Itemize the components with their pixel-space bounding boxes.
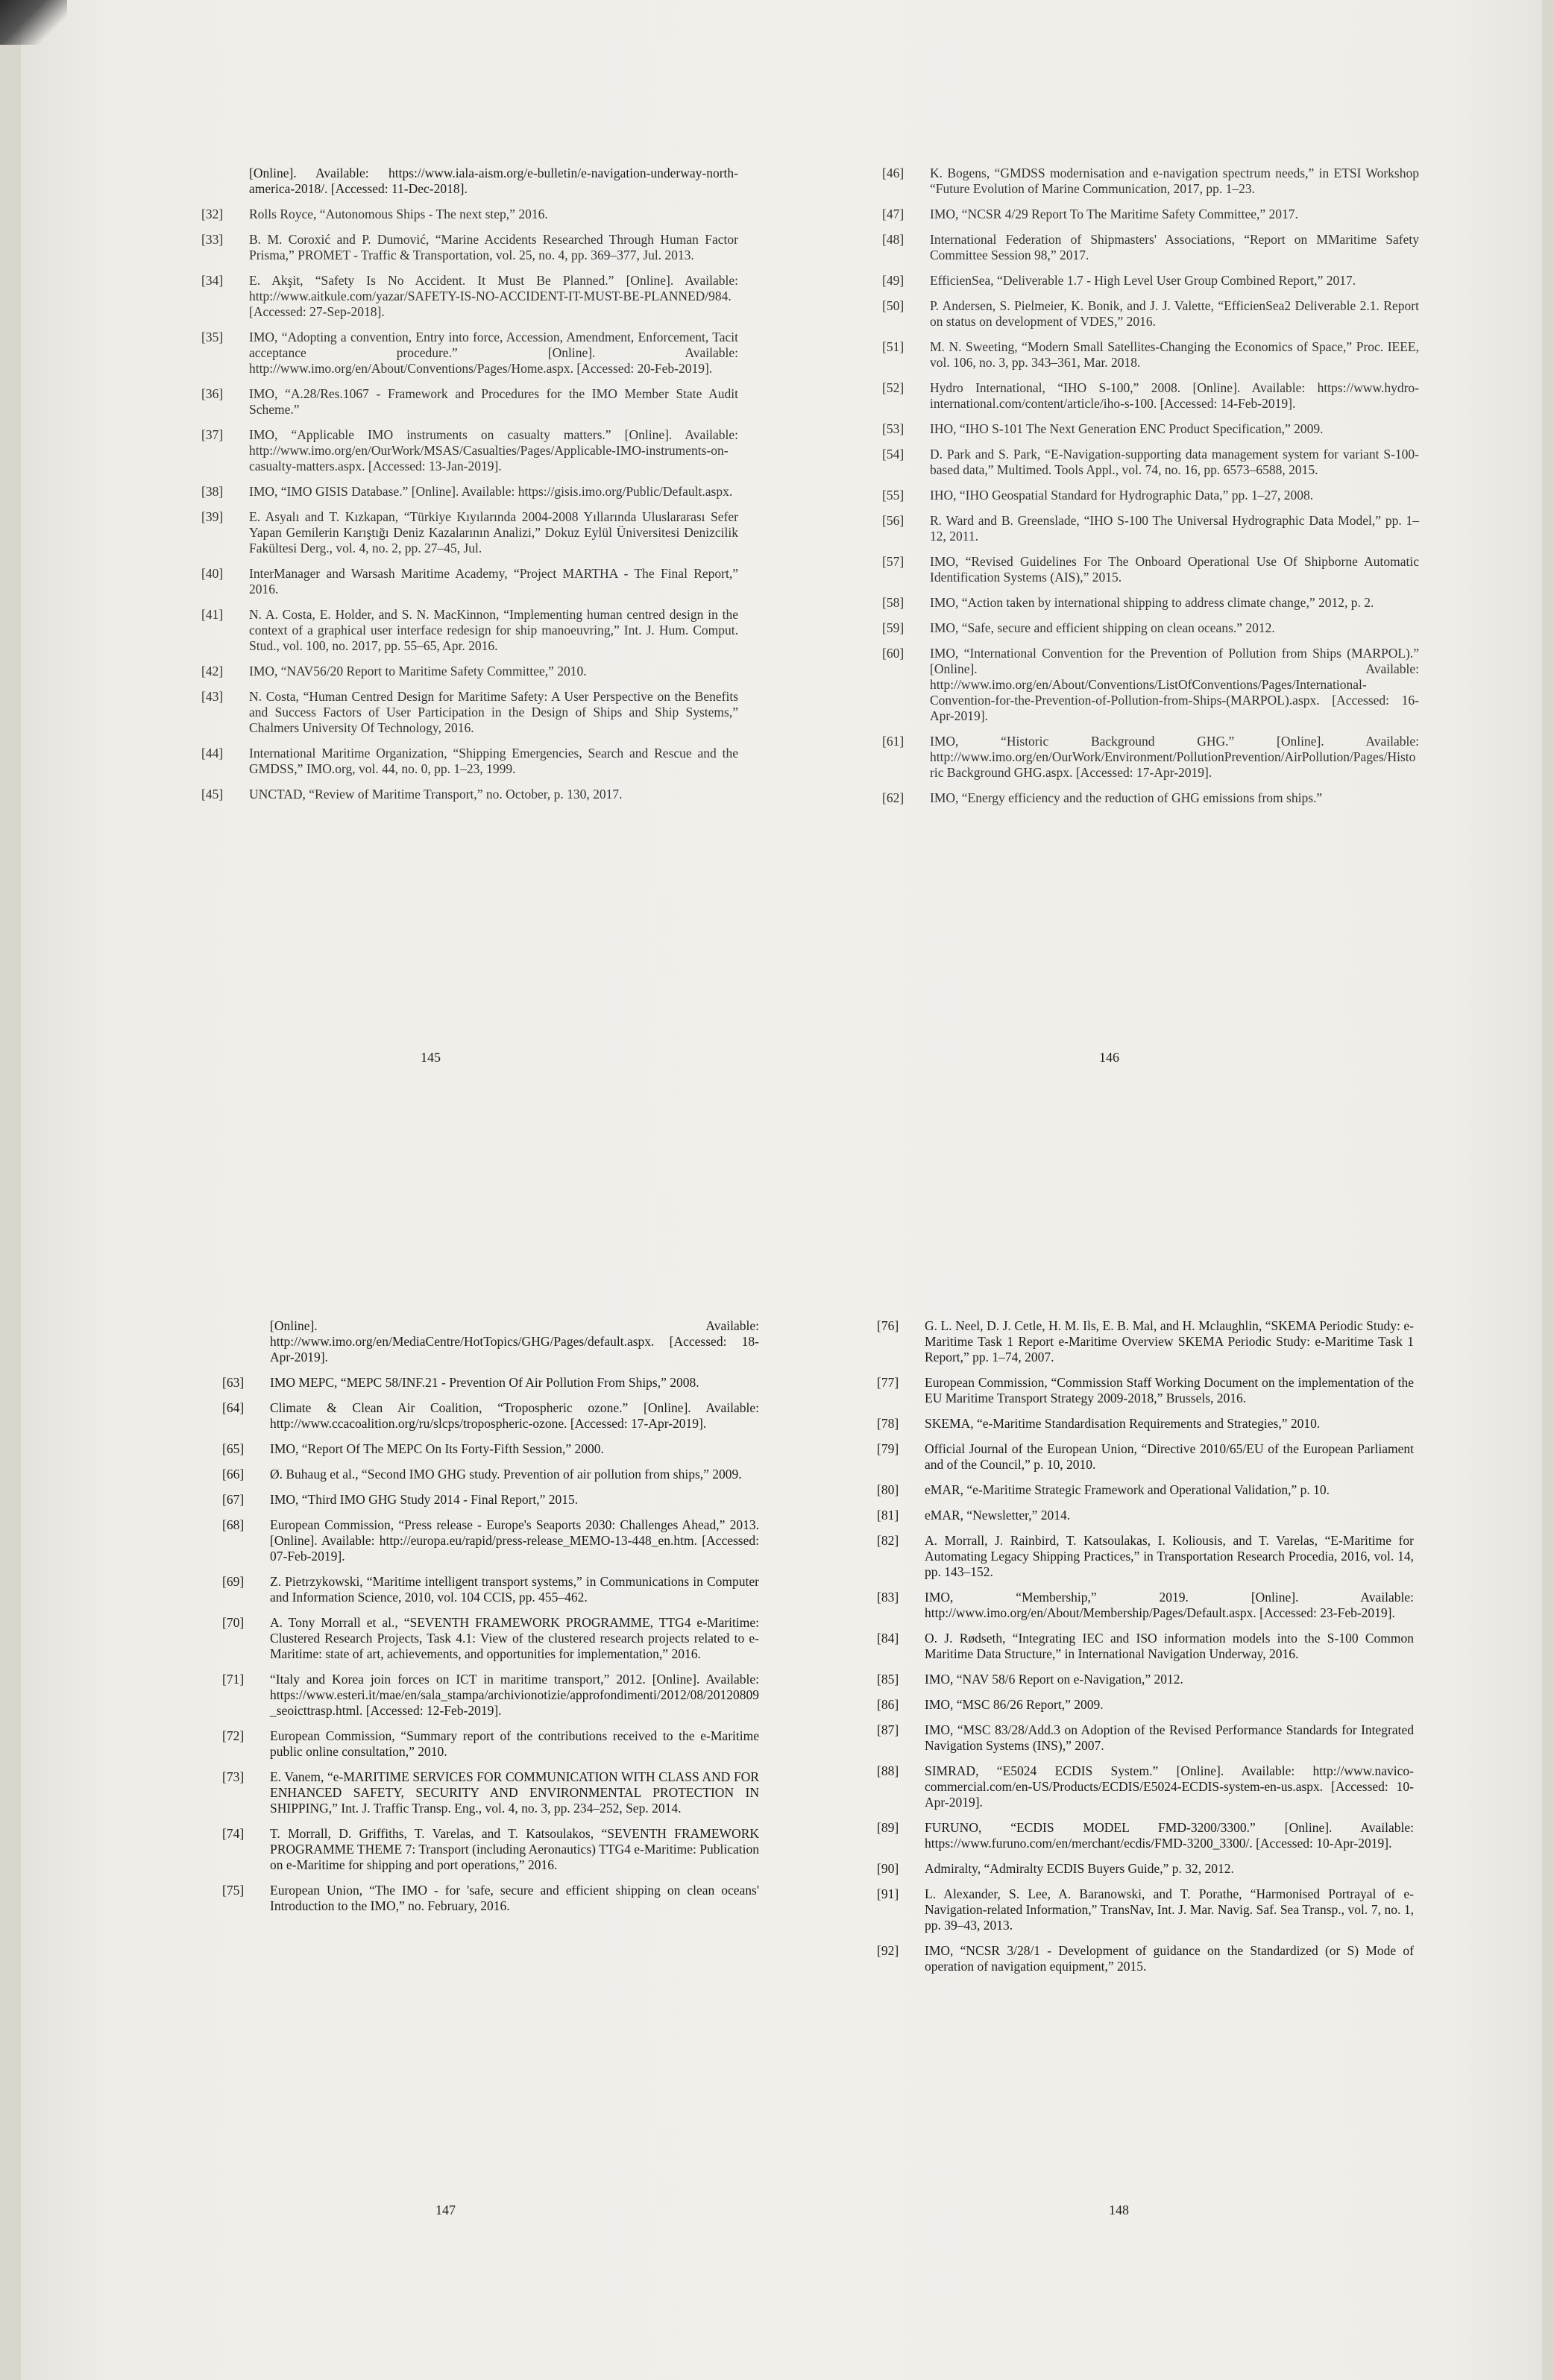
reference-text: E. Akşit, “Safety Is No Accident. It Must Be Planned.” [Online]. Available: http://www.aitkule.com/yazar/SAFETY-IS-NO-ACCIDENT-IT-MUST-BE-PLANNED/984. [Accessed: 27-Sep-2018]. bbox=[249, 273, 738, 319]
reference-text: IMO, “Safe, secure and efficient shipping on clean oceans.” 2012. bbox=[930, 620, 1275, 635]
reference-item bbox=[882, 421, 1419, 437]
reference-number: [51] bbox=[882, 339, 905, 354]
reference-continuation: [Online]. Available: https://www.iala-aism.org/e-bulletin/e-navigation-underway-north-america-2018/. [Accessed: 11-Dec-2018]. bbox=[249, 166, 738, 196]
reference-text: A. Tony Morrall et al., “SEVENTH FRAMEWORK PROGRAMME, TTG4 e-Maritime: Clustered Research Projects, Task 4.1: View of the clustered research projects related to e-Maritime: state of art, achievements, and opportunities for implementation,” 2016. bbox=[270, 1615, 759, 1661]
reference-item bbox=[222, 1400, 759, 1432]
reference-text: eMAR, “e-Maritime Strategic Framework and Operational Validation,” p. 10. bbox=[925, 1482, 1330, 1497]
reference-text: IMO, “NAV56/20 Report to Maritime Safety Committee,” 2010. bbox=[249, 664, 587, 679]
reference-text: IMO, “NCSR 4/29 Report To The Maritime Safety Committee,” 2017. bbox=[930, 207, 1298, 221]
reference-number: [80] bbox=[877, 1482, 899, 1497]
reference-item bbox=[882, 513, 1419, 544]
reference-number: [65] bbox=[222, 1441, 245, 1456]
reference-number: [83] bbox=[877, 1590, 899, 1605]
reference-text: IMO, “IMO GISIS Database.” [Online]. Available: https://gisis.imo.org/Public/Default.aspx. bbox=[249, 484, 733, 499]
reference-item bbox=[201, 664, 738, 679]
reference-number: [56] bbox=[882, 513, 905, 528]
reference-number: [43] bbox=[201, 689, 224, 704]
reference-text: International Federation of Shipmasters' Associations, “Report on MMaritime Safety Committee Session 98,” 2017. bbox=[930, 232, 1419, 262]
reference-number: [90] bbox=[877, 1861, 899, 1876]
reference-number: [55] bbox=[882, 488, 905, 503]
reference-number: [76] bbox=[877, 1318, 899, 1333]
reference-number: [92] bbox=[877, 1943, 899, 1958]
page-147 bbox=[222, 1318, 759, 1924]
reference-item bbox=[877, 1441, 1414, 1473]
reference-number: [42] bbox=[201, 664, 224, 679]
reference-text: Official Journal of the European Union, “Directive 2010/65/EU of the European Parliament and of the Council,” p. 10, 2010. bbox=[925, 1441, 1414, 1472]
reference-number: [84] bbox=[877, 1631, 899, 1646]
reference-number: [75] bbox=[222, 1883, 245, 1898]
reference-number: [63] bbox=[222, 1375, 245, 1390]
reference-text: European Commission, “Summary report of the contributions received to the e-Maritime public online consultation,” 2010. bbox=[270, 1728, 759, 1759]
reference-text: IMO MEPC, “MEPC 58/INF.21 - Prevention Of Air Pollution From Ships,” 2008. bbox=[270, 1375, 699, 1390]
reference-item bbox=[201, 484, 738, 500]
reference-text: G. L. Neel, D. J. Cetle, H. M. Ils, E. B. Mal, and H. Mclaughlin, “SKEMA Periodic Study: e-Maritime Task 1 Report e-Maritime Overview SKEMA Periodic Study: e-Maritime Task 1 Report,” pp. 1–74, 2007. bbox=[925, 1318, 1414, 1364]
reference-text: IMO, “Energy efficiency and the reduction of GHG emissions from ships.” bbox=[930, 790, 1323, 805]
reference-item bbox=[201, 232, 738, 263]
reference-item bbox=[877, 1763, 1414, 1810]
reference-text: FURUNO, “ECDIS MODEL FMD-3200/3300.” [Online]. Available: https://www.furuno.com/en/merchant/ecdis/FMD-3200_3300/. [Accessed: 10-Apr-2019]. bbox=[925, 1820, 1414, 1851]
reference-text: IMO, “Action taken by international shipping to address climate change,” 2012, p. 2. bbox=[930, 595, 1374, 610]
page-number-146: 146 bbox=[1099, 1050, 1119, 1065]
reference-number: [59] bbox=[882, 620, 905, 635]
reference-item bbox=[882, 380, 1419, 412]
reference-number: [89] bbox=[877, 1820, 899, 1835]
reference-number: [79] bbox=[877, 1441, 899, 1456]
reference-item bbox=[201, 746, 738, 777]
reference-number: [44] bbox=[201, 746, 224, 761]
reference-number: [74] bbox=[222, 1826, 245, 1841]
scan-shadow-corner bbox=[0, 0, 67, 45]
reference-item bbox=[877, 1722, 1414, 1754]
reference-item bbox=[201, 566, 738, 597]
reference-item bbox=[877, 1672, 1414, 1687]
reference-text: E. Asyalı and T. Kızkapan, “Türkiye Kıyılarında 2004-2008 Yıllarında Uluslararası Sefer Yapan Gemilerin Karıştığı Deniz Kazalarının Analizi,” Dokuz Eylül Üniversitesi Denizcilik Fakültesi Derg., vol. 4, no. 2, pp. 27–45, Jul. bbox=[249, 509, 738, 555]
reference-item bbox=[877, 1416, 1414, 1432]
reference-number: [40] bbox=[201, 566, 224, 581]
reference-text: Ø. Buhaug et al., “Second IMO GHG study. Prevention of air pollution from ships,” 2009. bbox=[270, 1467, 742, 1482]
reference-text: IHO, “IHO S-101 The Next Generation ENC Product Specification,” 2009. bbox=[930, 421, 1324, 436]
reference-item bbox=[877, 1861, 1414, 1877]
reference-list bbox=[201, 207, 738, 802]
reference-item bbox=[201, 607, 738, 654]
reference-text: European Commission, “Commission Staff Working Document on the implementation of the EU Maritime Transport Strategy 2009-2018,” Brussels, 2016. bbox=[925, 1375, 1414, 1405]
reference-text: M. N. Sweeting, “Modern Small Satellites-Changing the Economics of Space,” Proc. IEEE, vol. 106, no. 3, pp. 343–361, Mar. 2018. bbox=[930, 339, 1419, 370]
reference-item bbox=[882, 232, 1419, 263]
reference-text: A. Morrall, J. Rainbird, T. Katsoulakas, I. Koliousis, and T. Varelas, “E-Maritime for Automating Legacy Shipping Practices,” in Transportation Research Procedia, 2016, vol. 14, pp. 143–152. bbox=[925, 1533, 1414, 1579]
reference-text: EfficienSea, “Deliverable 1.7 - High Level User Group Combined Report,” 2017. bbox=[930, 273, 1356, 288]
reference-item bbox=[877, 1533, 1414, 1580]
page-number-148: 148 bbox=[1109, 2203, 1129, 2217]
reference-number: [87] bbox=[877, 1722, 899, 1737]
reference-number: [34] bbox=[201, 273, 224, 288]
reference-text: European Union, “The IMO - for 'safe, secure and efficient shipping on clean oceans' Introduction to the IMO,” no. February, 2016. bbox=[270, 1883, 759, 1913]
reference-text: IMO, “NCSR 3/28/1 - Development of guidance on the Standardized (or S) Mode of operation of navigation equipment,” 2015. bbox=[925, 1943, 1414, 1974]
reference-item bbox=[222, 1672, 759, 1719]
reference-number: [60] bbox=[882, 646, 905, 661]
reference-number: [77] bbox=[877, 1375, 899, 1390]
reference-item bbox=[877, 1697, 1414, 1713]
reference-number: [39] bbox=[201, 509, 224, 524]
reference-item bbox=[877, 1631, 1414, 1662]
reference-number: [82] bbox=[877, 1533, 899, 1548]
reference-item bbox=[201, 787, 738, 802]
reference-item bbox=[882, 595, 1419, 611]
reference-text: Z. Pietrzykowski, “Maritime intelligent transport systems,” in Communications in Computer and Information Science, 2010, vol. 104 CCIS, pp. 455–462. bbox=[270, 1574, 759, 1605]
reference-item bbox=[877, 1886, 1414, 1933]
reference-number: [88] bbox=[877, 1763, 899, 1778]
reference-text: D. Park and S. Park, “E-Navigation-supporting data management system for variant S-100-based data,” Multimed. Tools Appl., vol. 74, no. 16, pp. 6573–6588, 2015. bbox=[930, 447, 1419, 477]
reference-item bbox=[882, 447, 1419, 478]
page-number-145: 145 bbox=[421, 1050, 441, 1065]
reference-text: SIMRAD, “E5024 ECDIS System.” [Online]. Available: http://www.navico-commercial.com/en-US/Products/ECDIS/E5024-ECDIS-system-en-us.aspx. [Accessed: 10-Apr-2019]. bbox=[925, 1763, 1414, 1810]
reference-item bbox=[882, 646, 1419, 724]
reference-text: IHO, “IHO Geospatial Standard for Hydrographic Data,” pp. 1–27, 2008. bbox=[930, 488, 1314, 503]
reference-text: SKEMA, “e-Maritime Standardisation Requirements and Strategies,” 2010. bbox=[925, 1416, 1321, 1431]
reference-item bbox=[882, 339, 1419, 371]
reference-number: [58] bbox=[882, 595, 905, 610]
reference-text: IMO, “Historic Background GHG.” [Online]. Available: http://www.imo.org/en/OurWork/Environment/PollutionPrevention/AirPollution/Pages/Historic Background GHG.aspx. [Accessed: 17-Apr-2019]. bbox=[930, 734, 1419, 780]
reference-number: [33] bbox=[201, 232, 224, 247]
reference-text: IMO, “International Convention for the Prevention of Pollution from Ships (MARPOL).” [Online]. Available: http://www.imo.org/en/About/Conventions/ListOfConventions/Pages/International-Convention-for-the-Prevention-of-Pollution-from-Ships-(MARPOL).aspx. [Accessed: 16-Apr-2019]. bbox=[930, 646, 1419, 723]
reference-text: IMO, “MSC 83/28/Add.3 on Adoption of the Revised Performance Standards for Integrated Navigation Systems (INS),” 2007. bbox=[925, 1722, 1414, 1753]
reference-item bbox=[222, 1826, 759, 1873]
reference-number: [54] bbox=[882, 447, 905, 462]
reference-item bbox=[222, 1574, 759, 1605]
reference-text: T. Morrall, D. Griffiths, T. Varelas, and T. Katsoulakos, “SEVENTH FRAMEWORK PROGRAMME THEME 7: Transport (including Aeronautics) TTG4 e-Maritime: Publication on e-Maritime for shipping and port operations,” 2016. bbox=[270, 1826, 759, 1872]
reference-text: N. A. Costa, E. Holder, and S. N. MacKinnon, “Implementing human centred design in the context of a graphical user interface redesign for ship manoeuvring,” Int. J. Hum. Comput. Stud., vol. 100, no. 2017, pp. 55–65, Apr. 2016. bbox=[249, 607, 738, 653]
reference-item bbox=[201, 689, 738, 736]
reference-number: [73] bbox=[222, 1769, 245, 1784]
reference-text: IMO, “Applicable IMO instruments on casualty matters.” [Online]. Available: http://www.imo.org/en/OurWork/MSAS/Casualties/Pages/Applicable-IMO-instruments-on-casualty-matters.aspx. [Accessed: 13-Jan-2019]. bbox=[249, 427, 738, 473]
reference-item bbox=[877, 1482, 1414, 1498]
reference-item bbox=[201, 273, 738, 320]
reference-number: [69] bbox=[222, 1574, 245, 1589]
page-145 bbox=[201, 166, 738, 812]
reference-number: [47] bbox=[882, 207, 905, 221]
reference-number: [35] bbox=[201, 330, 224, 344]
reference-number: [67] bbox=[222, 1492, 245, 1507]
reference-text: International Maritime Organization, “Shipping Emergencies, Search and Rescue and the GMDSS,” IMO.org, vol. 44, no. 0, pp. 1–23, 1999. bbox=[249, 746, 738, 776]
reference-text: IMO, “MSC 86/26 Report,” 2009. bbox=[925, 1697, 1104, 1712]
reference-item bbox=[882, 207, 1419, 222]
reference-item bbox=[882, 554, 1419, 585]
reference-number: [61] bbox=[882, 734, 905, 749]
reference-text: L. Alexander, S. Lee, A. Baranowski, and T. Porathe, “Harmonised Portrayal of e-Navigation-related Information,” TransNav, Int. J. Mar. Navig. Saf. Sea Transp., vol. 7, no. 1, pp. 39–43, 2013. bbox=[925, 1886, 1414, 1933]
reference-text: Admiralty, “Admiralty ECDIS Buyers Guide,” p. 32, 2012. bbox=[925, 1861, 1234, 1876]
reference-list bbox=[222, 1375, 759, 1914]
reference-text: E. Vanem, “e-MARITIME SERVICES FOR COMMUNICATION WITH CLASS AND FOR ENHANCED SAFETY, SECURITY AND ENVIRONMENTAL PROTECTION IN SHIPPING,” Int. J. Traffic Transp. Eng., vol. 4, no. 3, pp. 234–252, Sep. 2014. bbox=[270, 1769, 759, 1816]
reference-item bbox=[222, 1492, 759, 1508]
reference-item bbox=[882, 298, 1419, 330]
reference-item bbox=[882, 488, 1419, 503]
reference-item bbox=[222, 1375, 759, 1391]
reference-item bbox=[222, 1883, 759, 1914]
reference-number: [46] bbox=[882, 166, 905, 180]
reference-text: O. J. Rødseth, “Integrating IEC and ISO information models into the S-100 Common Maritime Data Structure,” in International Navigation Underway, 2016. bbox=[925, 1631, 1414, 1661]
reference-number: [86] bbox=[877, 1697, 899, 1712]
reference-item bbox=[222, 1728, 759, 1760]
reference-item bbox=[201, 330, 738, 377]
reference-number: [48] bbox=[882, 232, 905, 247]
reference-number: [37] bbox=[201, 427, 224, 442]
page-146 bbox=[882, 166, 1419, 816]
reference-item bbox=[222, 1769, 759, 1816]
reference-text: P. Andersen, S. Pielmeier, K. Bonik, and J. J. Valette, “EfficienSea2 Deliverable 2.1. Report on status on development of VDES,” 2016. bbox=[930, 298, 1419, 329]
reference-item bbox=[877, 1943, 1414, 1974]
reference-text: IMO, “Revised Guidelines For The Onboard Operational Use Of Shipborne Automatic Identification Systems (AIS),” 2015. bbox=[930, 554, 1419, 585]
reference-number: [72] bbox=[222, 1728, 245, 1743]
reference-item bbox=[222, 1517, 759, 1564]
reference-text: eMAR, “Newsletter,” 2014. bbox=[925, 1508, 1071, 1523]
reference-number: [49] bbox=[882, 273, 905, 288]
page-148 bbox=[877, 1318, 1414, 1984]
reference-number: [78] bbox=[877, 1416, 899, 1431]
reference-number: [57] bbox=[882, 554, 905, 569]
reference-number: [71] bbox=[222, 1672, 245, 1687]
reference-text: Rolls Royce, “Autonomous Ships - The next step,” 2016. bbox=[249, 207, 548, 221]
reference-item bbox=[877, 1820, 1414, 1851]
reference-text: K. Bogens, “GMDSS modernisation and e-navigation spectrum needs,” in ETSI Workshop “Future Evolution of Marine Communication, 2017, pp. 1–23. bbox=[930, 166, 1419, 196]
reference-text: Climate & Clean Air Coalition, “Tropospheric ozone.” [Online]. Available: http://www.ccacoalition.org/ru/slcps/tropospheric-ozone. [Accessed: 17-Apr-2019]. bbox=[270, 1400, 759, 1431]
reference-item bbox=[877, 1375, 1414, 1406]
reference-number: [81] bbox=[877, 1508, 899, 1523]
reference-text: IMO, “Third IMO GHG Study 2014 - Final Report,” 2015. bbox=[270, 1492, 579, 1507]
reference-number: [38] bbox=[201, 484, 224, 499]
reference-text: IMO, “Membership,” 2019. [Online]. Available: http://www.imo.org/en/About/Membership/Pages/Default.aspx. [Accessed: 23-Feb-2019]. bbox=[925, 1590, 1414, 1620]
reference-item bbox=[222, 1615, 759, 1662]
reference-item bbox=[882, 273, 1419, 289]
reference-item bbox=[882, 620, 1419, 636]
reference-number: [66] bbox=[222, 1467, 245, 1482]
reference-text: N. Costa, “Human Centred Design for Maritime Safety: A User Perspective on the Benefits and Success Factors of User Participation in the Design of Ships and Ship Systems,” Chalmers University Of Technology, 2016. bbox=[249, 689, 738, 735]
reference-text: B. M. Coroxić and P. Dumović, “Marine Accidents Researched Through Human Factor Prisma,” PROMET - Traffic & Transportation, vol. 25, no. 4, pp. 369–377, Jul. 2013. bbox=[249, 232, 738, 262]
reference-number: [50] bbox=[882, 298, 905, 313]
reference-text: InterManager and Warsash Maritime Academy, “Project MARTHA - The Final Report,” 2016. bbox=[249, 566, 738, 596]
reference-number: [36] bbox=[201, 386, 224, 401]
reference-continuation: [Online]. Available: http://www.imo.org/en/MediaCentre/HotTopics/GHG/Pages/default.aspx. [Accessed: 18-Apr-2019]. bbox=[270, 1318, 759, 1364]
reference-number: [53] bbox=[882, 421, 905, 436]
reference-number: [85] bbox=[877, 1672, 899, 1687]
reference-item bbox=[222, 1467, 759, 1482]
reference-number: [52] bbox=[882, 380, 905, 395]
reference-list bbox=[877, 1318, 1414, 1974]
reference-text: IMO, “A.28/Res.1067 - Framework and Procedures for the IMO Member State Audit Scheme.” bbox=[249, 386, 738, 417]
reference-text: R. Ward and B. Greenslade, “IHO S-100 The Universal Hydrographic Data Model,” pp. 1–12, 2011. bbox=[930, 513, 1419, 544]
reference-item bbox=[201, 207, 738, 222]
reference-item bbox=[201, 386, 738, 418]
reference-text: “Italy and Korea join forces on ICT in maritime transport,” 2012. [Online]. Available: https://www.esteri.it/mae/en/sala_stampa/archivionotizie/approfondimenti/2012/08/20120809_seoicttrasp.html. [Accessed: 12-Feb-2019]. bbox=[270, 1672, 759, 1718]
reference-number: [41] bbox=[201, 607, 224, 622]
reference-number: [62] bbox=[882, 790, 905, 805]
reference-item bbox=[877, 1318, 1414, 1365]
page-number-147: 147 bbox=[435, 2203, 456, 2217]
reference-text: UNCTAD, “Review of Maritime Transport,” no. October, p. 130, 2017. bbox=[249, 787, 623, 802]
reference-text: IMO, “NAV 58/6 Report on e-Navigation,” 2012. bbox=[925, 1672, 1183, 1687]
reference-item bbox=[201, 509, 738, 556]
reference-item bbox=[201, 427, 738, 474]
reference-number: [70] bbox=[222, 1615, 245, 1630]
reference-list bbox=[882, 166, 1419, 806]
reference-text: IMO, “Report Of The MEPC On Its Forty-Fifth Session,” 2000. bbox=[270, 1441, 604, 1456]
reference-text: European Commission, “Press release - Europe's Seaports 2030: Challenges Ahead,” 2013. [Online]. Available: http://europa.eu/rapid/press-release_MEMO-13-448_en.htm. [Accessed: 07-Feb-2019]. bbox=[270, 1517, 759, 1564]
reference-item bbox=[882, 166, 1419, 197]
reference-number: [64] bbox=[222, 1400, 245, 1415]
reference-text: IMO, “Adopting a convention, Entry into force, Accession, Amendment, Enforcement, Tacit acceptance procedure.” [Online]. Available: http://www.imo.org/en/About/Conventions/Pages/Home.aspx. [Accessed: 20-Feb-2019]. bbox=[249, 330, 738, 376]
reference-number: [68] bbox=[222, 1517, 245, 1532]
reference-item bbox=[222, 1441, 759, 1457]
reference-text: Hydro International, “IHO S-100,” 2008. [Online]. Available: https://www.hydro-international.com/content/article/iho-s-100. [Accessed: 14-Feb-2019]. bbox=[930, 380, 1419, 411]
reference-number: [32] bbox=[201, 207, 224, 221]
reference-item bbox=[877, 1590, 1414, 1621]
reference-item bbox=[877, 1508, 1414, 1523]
reference-number: [91] bbox=[877, 1886, 899, 1901]
reference-number: [45] bbox=[201, 787, 224, 802]
reference-item bbox=[882, 790, 1419, 806]
reference-item bbox=[882, 734, 1419, 781]
